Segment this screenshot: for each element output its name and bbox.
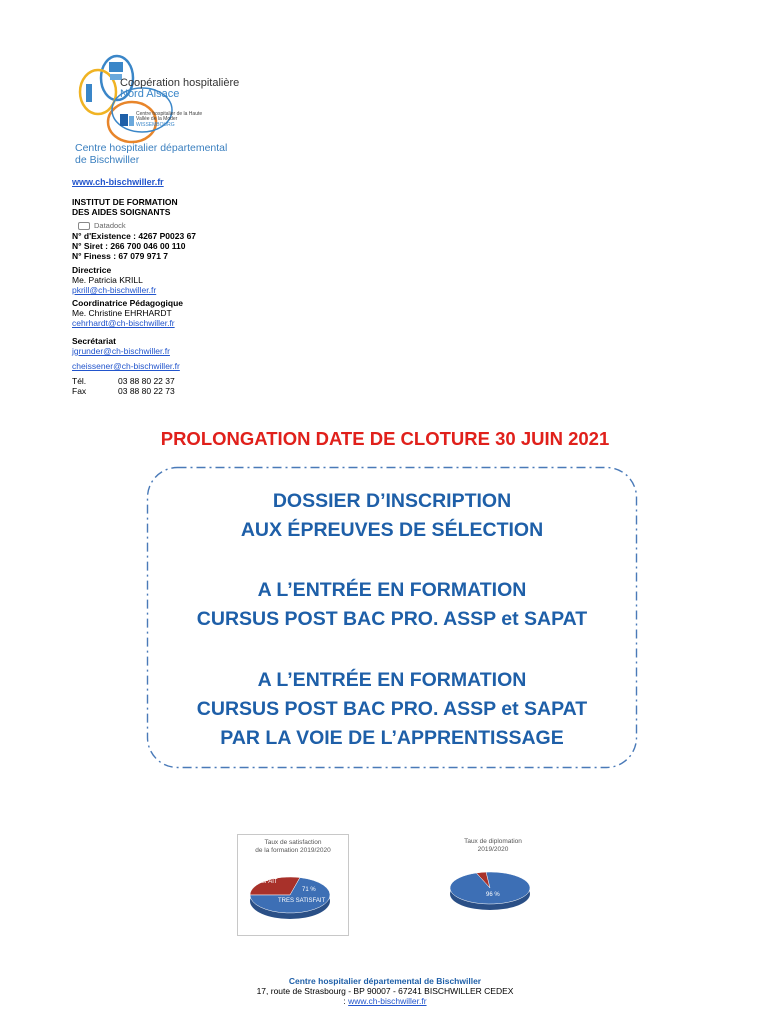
phone-block	[72, 376, 175, 396]
footer-prefix: :	[343, 996, 349, 1006]
fax-value: 03 88 80 22 73	[118, 386, 175, 396]
chart1-title	[238, 839, 348, 855]
diploma-chart	[438, 834, 548, 934]
pie-slice-1	[450, 872, 530, 904]
director-title: Directrice	[72, 265, 112, 275]
institute-line2: DES AIDES SOIGNANTS	[72, 207, 171, 217]
registration-numbers	[72, 231, 196, 261]
footer-line1: Centre hospitalier départemental de Bischwiller	[288, 976, 482, 986]
box-section3	[146, 666, 638, 753]
tel-value: 03 88 80 22 37	[118, 376, 175, 386]
logo-line1: Coopération hospitalière	[120, 77, 240, 89]
datadock-label: Datadock	[94, 221, 126, 230]
footer-line3	[0, 996, 770, 1006]
coordinator-title: Coordinatrice Pédagogique	[72, 298, 183, 308]
box-line5: A L’ENTRÉE EN FORMATION	[257, 669, 527, 691]
footer	[0, 976, 770, 1006]
hospital-name-line2: de Bischwiller	[75, 154, 140, 166]
chart2-data-label: 96 %	[486, 892, 500, 898]
chart1-label-satisfait: SATISFAIT	[248, 879, 278, 885]
chart2-title-line2: 2019/2020	[477, 846, 509, 853]
website-link[interactable]: www.ch-bischwiller.fr	[72, 177, 164, 187]
box-line7: PAR LA VOIE DE L’APPRENTISSAGE	[220, 727, 564, 749]
box-line4: CURSUS POST BAC PRO. ASSP et SAPAT	[196, 608, 588, 630]
chart2-title-line1: Taux de diplomation	[464, 838, 522, 845]
footer-website-link[interactable]: www.ch-bischwiller.fr	[348, 996, 427, 1006]
satisfaction-chart	[237, 834, 349, 936]
fax-row	[72, 386, 175, 396]
institute-block	[72, 197, 178, 217]
director-email-link[interactable]: pkrill@ch-bischwiller.fr	[72, 285, 157, 295]
director-name: Me. Patricia KRILL	[72, 275, 143, 285]
closing-date-headline: PROLONGATION DATE DE CLOTURE 30 JUIN 2021	[160, 428, 610, 449]
box-line1: DOSSIER D’INSCRIPTION	[272, 490, 512, 512]
box-line6: CURSUS POST BAC PRO. ASSP et SAPAT	[196, 698, 588, 720]
secretariat-email2-link[interactable]: cheissener@ch-bischwiller.fr	[72, 361, 180, 371]
chart2-title	[438, 838, 548, 854]
siret-number: N° Siret : 266 700 046 00 110	[72, 241, 186, 251]
box-title-block	[146, 487, 638, 545]
datadock-badge	[78, 221, 126, 230]
secretariat-block	[72, 336, 170, 356]
chart1-data-label: 71 %	[302, 887, 316, 893]
finess-number: N° Finess : 67 079 971 7	[72, 251, 169, 261]
fax-label: Fax	[72, 386, 87, 396]
datadock-icon	[78, 222, 90, 230]
hospital-name-line1: Centre hospitalier départemental	[75, 142, 228, 154]
tel-label: Tél.	[72, 376, 87, 386]
director-block	[72, 265, 156, 295]
institute-line1: INSTITUT DE FORMATION	[72, 197, 178, 207]
coordinator-name: Me. Christine EHRHARDT	[72, 308, 172, 318]
box-line3: A L’ENTRÉE EN FORMATION	[257, 579, 527, 601]
coordinator-email-link[interactable]: cehrhardt@ch-bischwiller.fr	[72, 318, 175, 328]
chart1-label-tres-satisfait: TRES SATISFAIT	[278, 898, 326, 904]
chart1-title-line2: de la formation 2019/2020	[255, 847, 331, 854]
logo-small-text2: WISSEMBOURG	[136, 122, 175, 128]
secretariat-email2	[72, 361, 180, 371]
coordinator-block	[72, 298, 183, 328]
secretariat-title: Secrétariat	[72, 336, 116, 346]
logo-small-text: Centre hospitalier de la Haute Vallée de la Moder	[136, 111, 203, 122]
footer-line2: 17, route de Strasbourg - BP 90007 - 67241 BISCHWILLER CEDEX	[256, 986, 514, 996]
chart1-title-line1: Taux de satisfaction	[264, 839, 322, 846]
box-section2	[146, 576, 638, 634]
logo-line2: Nord Alsace	[120, 88, 180, 100]
existence-number: N° d'Existence : 4267 P0023 67	[72, 231, 197, 241]
secretariat-email1-link[interactable]: jgrunder@ch-bischwiller.fr	[72, 346, 170, 356]
tel-row	[72, 376, 175, 386]
box-line2: AUX ÉPREUVES DE SÉLECTION	[240, 519, 544, 541]
hospital-name	[75, 142, 227, 166]
